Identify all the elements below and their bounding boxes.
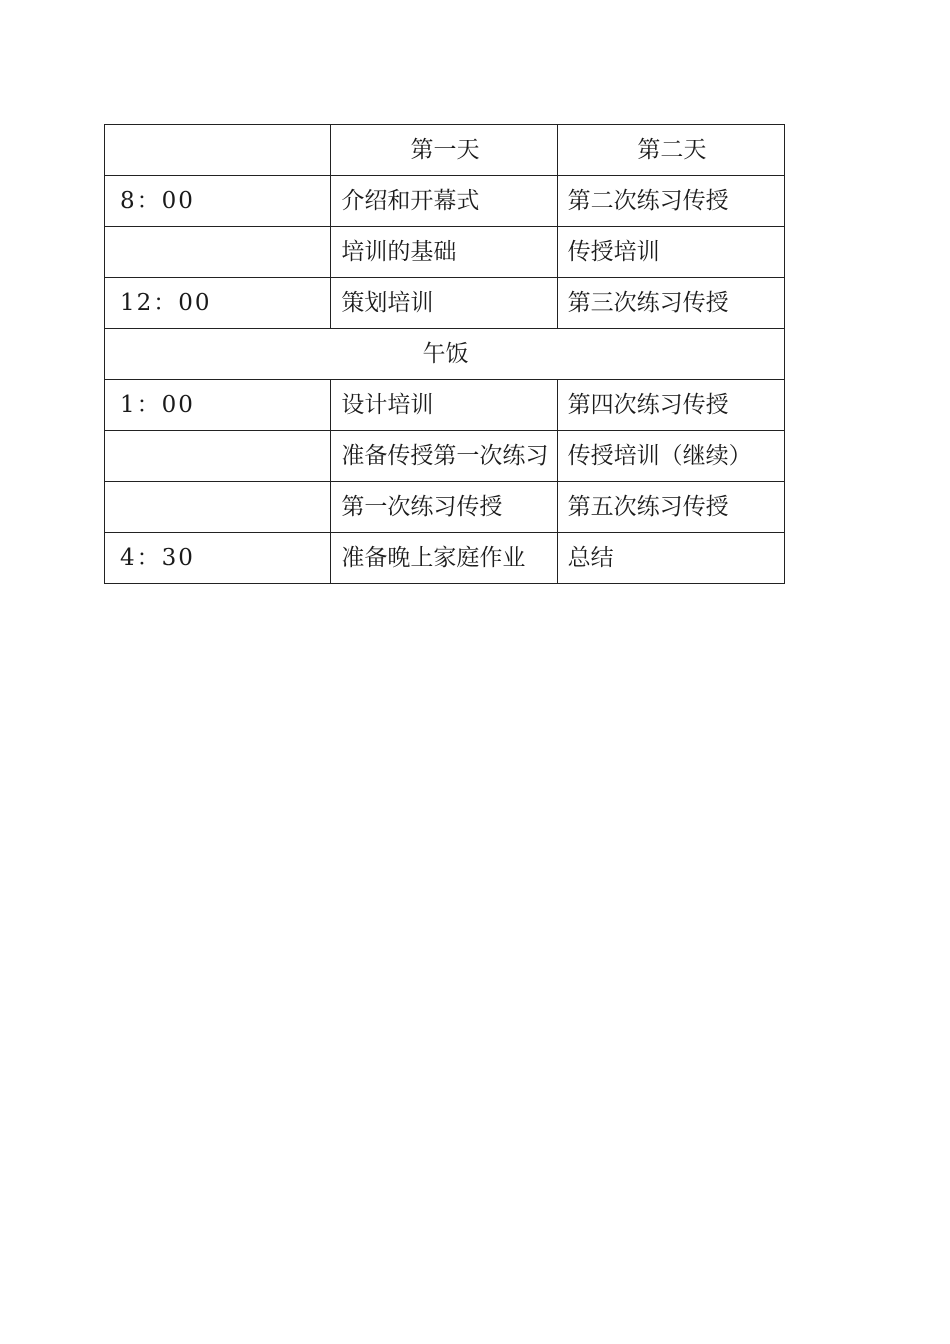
day2-cell: 传授培训（继续）: [557, 431, 784, 482]
table-row: [105, 431, 785, 482]
day2-cell: 第二次练习传授: [557, 176, 784, 227]
day2-cell: 传授培训: [557, 227, 784, 278]
time-cell: 4：30: [105, 533, 331, 584]
time-cell: 12：00: [105, 278, 331, 329]
day2-cell: 第四次练习传授: [557, 380, 784, 431]
day1-cell: 第一次练习传授: [331, 482, 557, 533]
lunch-row: [105, 329, 785, 380]
table-row: [105, 176, 785, 227]
day2-cell: 第三次练习传授: [557, 278, 784, 329]
day2-cell: 总结: [557, 533, 784, 584]
time-cell: 8：00: [105, 176, 331, 227]
day1-cell: 准备晚上家庭作业: [331, 533, 557, 584]
day1-cell: 培训的基础: [331, 227, 557, 278]
header-cell-day1: 第一天: [331, 125, 557, 176]
table-row: [105, 278, 785, 329]
time-cell: [105, 431, 331, 482]
day1-cell: 策划培训: [331, 278, 557, 329]
table-row: [105, 227, 785, 278]
header-cell-day2: 第二天: [557, 125, 784, 176]
day1-cell: 设计培训: [331, 380, 557, 431]
time-cell: 1：00: [105, 380, 331, 431]
time-cell: [105, 482, 331, 533]
lunch-cell: 午饭: [105, 329, 785, 380]
table-row: [105, 380, 785, 431]
header-cell-blank: [105, 125, 331, 176]
table-header-row: [105, 125, 785, 176]
day1-cell: 准备传授第一次练习: [331, 431, 557, 482]
time-cell: [105, 227, 331, 278]
day2-cell: 第五次练习传授: [557, 482, 784, 533]
day1-cell: 介绍和开幕式: [331, 176, 557, 227]
schedule-table: [104, 124, 785, 584]
table-row: [105, 482, 785, 533]
table-row: [105, 533, 785, 584]
